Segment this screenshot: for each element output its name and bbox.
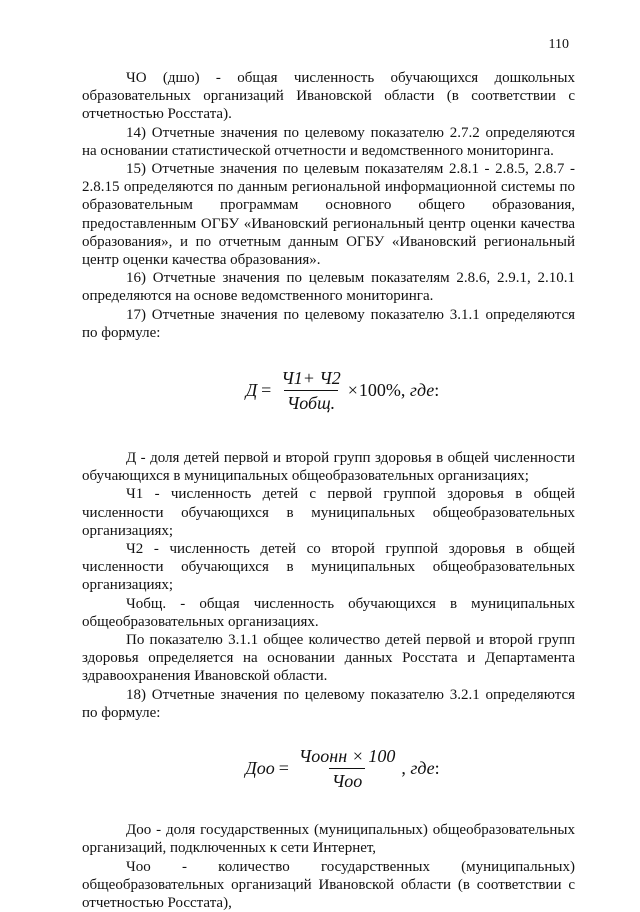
formula1-lhs: Д [246,380,257,401]
formula1-numerator: Ч1+ Ч2 [278,368,343,390]
paragraph-def-chobsch: Чобщ. - общая численность обучающихся в муниципальных общеобразовательных организациях. [82,595,575,631]
paragraph-def-d: Д - доля детей первой и второй групп здоровья в общей численности обучающихся в муниципальных общеобразовательных организациях; [82,449,575,485]
paragraph-def-ch1: Ч1 - численность детей с первой группой здоровья в общей численности обучающихся в муниципальных общеобразовательных организациях; [82,485,575,540]
formula2-tail [401,758,439,779]
document-body [82,69,575,912]
paragraph-item-14: 14) Отчетные значения по целевому показателю 2.7.2 определяются на основании статистической отчетности и ведомственного мониторинга. [82,124,575,160]
paragraph-def-ch2: Ч2 - численность детей со второй группой здоровья в общей численности обучающихся в муниципальных общеобразовательных организациях; [82,540,575,595]
formula1-times: × [348,380,358,401]
formula-health-groups-share [82,359,575,421]
formula1-tail-colon: : [434,380,439,400]
paragraph-indicator-3-1-1-note: По показателю 3.1.1 общее количество детей первой и второй групп здоровья определяется на основании данных Росстата и Департамента здравоохранения Ивановской области. [82,631,575,686]
formula2-denominator: Чоо [329,768,365,791]
formula1-tail-value: 100%, [359,380,406,400]
formula2-tail-word: где [410,758,434,778]
formula1-equals: = [261,380,271,401]
paragraph-def-choo: Чоо - количество государственных (муниципальных) общеобразовательных организаций Ивановской области (в соответствии с отчетностью Росстата), [82,858,575,912]
formula2-numerator: Чоонн × 100 [296,746,398,768]
formula1-tail [359,380,439,401]
formula-internet-share [82,739,575,797]
formula2-equals: = [279,758,289,779]
formula1-fraction [278,368,343,413]
formula1-denominator: Чобщ. [284,390,338,413]
formula2-fraction [296,746,398,791]
formula2-lhs: Доо [245,758,274,779]
paragraph-cho-definition: ЧО (дшо) - общая численность обучающихся дошкольных образовательных организаций Ивановской области (в соответствии с отчетностью Росстата). [82,69,575,124]
paragraph-item-18: 18) Отчетные значения по целевому показателю 3.2.1 определяются по формуле: [82,686,575,722]
formula2-tail-comma: , [401,758,406,778]
paragraph-item-16: 16) Отчетные значения по целевым показателям 2.8.6, 2.9.1, 2.10.1 определяются на основе ведомственного мониторинга. [82,269,575,305]
paragraph-def-doo: Доо - доля государственных (муниципальных) общеобразовательных организаций, подключенных к сети Интернет, [82,821,575,857]
formula2-tail-colon: : [435,758,440,778]
paragraph-item-17: 17) Отчетные значения по целевому показателю 3.1.1 определяются по формуле: [82,306,575,342]
formula1-tail-word: где [410,380,434,400]
page-number: 110 [549,36,569,54]
paragraph-item-15: 15) Отчетные значения по целевым показателям 2.8.1 - 2.8.5, 2.8.7 - 2.8.15 определяются по данным региональной информационной системы по образовательным программам основного общего образования, предоставленным ОГБУ «Ивановский региональный центр оценки качества образования», и по отчетным данным ОГБУ «Ивановский региональный центр оценки качества образования». [82,160,575,269]
